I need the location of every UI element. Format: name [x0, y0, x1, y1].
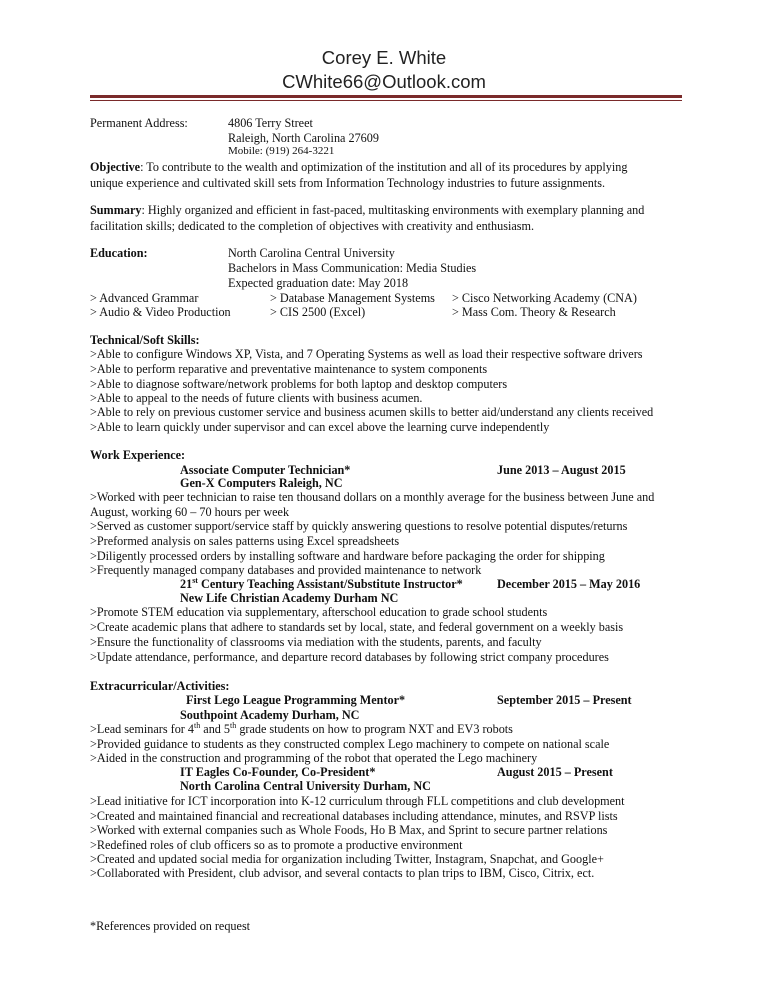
summary-line-1: Summary: Highly organized and efficient in fast-paced, multitasking environments with exemplary planning and — [90, 203, 645, 217]
objective-line-1: Objective: To contribute to the wealth and optimization of the institution and all of its procedures by applying — [90, 160, 628, 174]
activity-bullet: >Worked with external companies such as Whole Foods, Ho B Max, and Sprint to secure partner relations — [90, 823, 608, 837]
activity-org: North Carolina Central University Durham, NC — [180, 779, 431, 793]
skill-item: >Able to appeal to the needs of future clients with business acumen. — [90, 391, 423, 405]
extra-heading: Extracurricular/Activities: — [90, 679, 230, 693]
job-title: 21st Century Teaching Assistant/Substitute Instructor* — [180, 575, 463, 591]
address-mobile: Mobile: (919) 264-3221 — [228, 145, 335, 157]
work-heading: Work Experience: — [90, 448, 186, 462]
header-rule-thin — [90, 100, 682, 101]
course-item: > Advanced Grammar — [90, 291, 199, 305]
skill-item: >Able to rely on previous customer service and business acumen skills to better aid/understand any clients received — [90, 405, 654, 419]
job-bullet: >Ensure the functionality of classrooms via mediation with the students, parents, and faculty — [90, 635, 542, 649]
activity-title: First Lego League Programming Mentor* — [186, 693, 406, 707]
course-item: > Cisco Networking Academy (CNA) — [452, 291, 637, 305]
education-graduation: Expected graduation date: May 2018 — [228, 276, 409, 290]
education-school: North Carolina Central University — [228, 246, 395, 260]
job-bullet: >Served as customer support/service staff by quickly answering questions to resolve potential disputes/returns — [90, 519, 628, 533]
skills-heading: Technical/Soft Skills: — [90, 333, 200, 347]
job-bullet: August, working 60 – 70 hours per week — [90, 505, 290, 519]
skill-item: >Able to learn quickly under supervisor and can excel above the learning curve independently — [90, 420, 550, 434]
summary-label: Summary — [90, 203, 142, 217]
course-item: > CIS 2500 (Excel) — [270, 305, 366, 319]
objective-label: Objective — [90, 160, 141, 174]
activity-bullet: >Created and updated social media for organization including Twitter, Instagram, Snapchat, and Google+ — [90, 852, 604, 866]
activity-bullet: >Aided in the construction and programming of the robot that operated the Lego machinery — [90, 751, 538, 765]
education-degree: Bachelors in Mass Communication: Media Studies — [228, 261, 477, 275]
address-street: 4806 Terry Street — [228, 116, 313, 130]
course-item: > Audio & Video Production — [90, 305, 231, 319]
skill-item: >Able to perform reparative and preventative maintenance to system components — [90, 362, 488, 376]
job-title: Associate Computer Technician* — [180, 463, 351, 477]
activity-org: Southpoint Academy Durham, NC — [180, 708, 360, 722]
job-org: Gen-X Computers Raleigh, NC — [180, 476, 343, 490]
activity-bullet: >Lead initiative for ICT incorporation into K-12 curriculum through FLL competitions and club development — [90, 794, 625, 808]
job-bullet: >Promote STEM education via supplementary, afterschool education to grade school students — [90, 605, 548, 619]
job-bullet: >Diligently processed orders by installing software and hardware before packaging the order for shipping — [90, 549, 605, 563]
course-item: > Mass Com. Theory & Research — [452, 305, 616, 319]
objective-line-2: unique experience and cultivated skill sets from Information Technology industries to future assignments. — [90, 176, 606, 190]
candidate-email: CWhite66@Outlook.com — [282, 71, 486, 92]
activity-title: IT Eagles Co-Founder, Co-President* — [180, 765, 376, 779]
job-org: New Life Christian Academy Durham NC — [180, 591, 399, 605]
summary-line-2: facilitation skills; dedicated to the completion of objectives with creativity and enthusiasm. — [90, 219, 535, 233]
activity-bullet: >Collaborated with President, club advisor, and several contacts to plan trips to IBM, Cisco, Citrix, ect. — [90, 866, 595, 880]
address-label: Permanent Address: — [90, 116, 188, 130]
header-rule-thick — [90, 95, 682, 98]
activity-bullet: >Provided guidance to students as they constructed complex Lego machinery to compete on national scale — [90, 737, 610, 751]
activity-dates: August 2015 – Present — [497, 765, 613, 779]
references-note: *References provided on request — [90, 919, 251, 933]
job-bullet: >Create academic plans that adhere to standards set by local, state, and federal government on a weekly basis — [90, 620, 624, 634]
activity-dates: September 2015 – Present — [497, 693, 632, 707]
activity-bullet: >Redefined roles of club officers so as to promote a productive environment — [90, 838, 463, 852]
job-bullet: >Preformed analysis on sales patterns using Excel spreadsheets — [90, 534, 400, 548]
job-dates: December 2015 – May 2016 — [497, 577, 641, 591]
course-item: > Database Management Systems — [270, 291, 435, 305]
activity-bullet: >Created and maintained financial and recreational databases including attendance, minutes, and RSVP lists — [90, 809, 618, 823]
education-label: Education: — [90, 246, 148, 260]
address-city: Raleigh, North Carolina 27609 — [228, 131, 379, 145]
candidate-name: Corey E. White — [321, 47, 447, 68]
job-bullet: >Update attendance, performance, and departure record databases by following strict company procedures — [90, 650, 609, 664]
activity-bullet: >Lead seminars for 4th and 5th grade students on how to program NXT and EV3 robots — [90, 720, 513, 736]
skill-item: >Able to configure Windows XP, Vista, and 7 Operating Systems as well as load their respective software drivers — [90, 347, 643, 361]
job-bullet: >Worked with peer technician to raise ten thousand dollars on a monthly average for the business between June and — [90, 490, 655, 504]
skill-item: >Able to diagnose software/network problems for both laptop and desktop computers — [90, 377, 508, 391]
job-bullet: >Frequently managed company databases and provided maintenance to network — [90, 563, 482, 577]
job-dates: June 2013 – August 2015 — [497, 463, 626, 477]
